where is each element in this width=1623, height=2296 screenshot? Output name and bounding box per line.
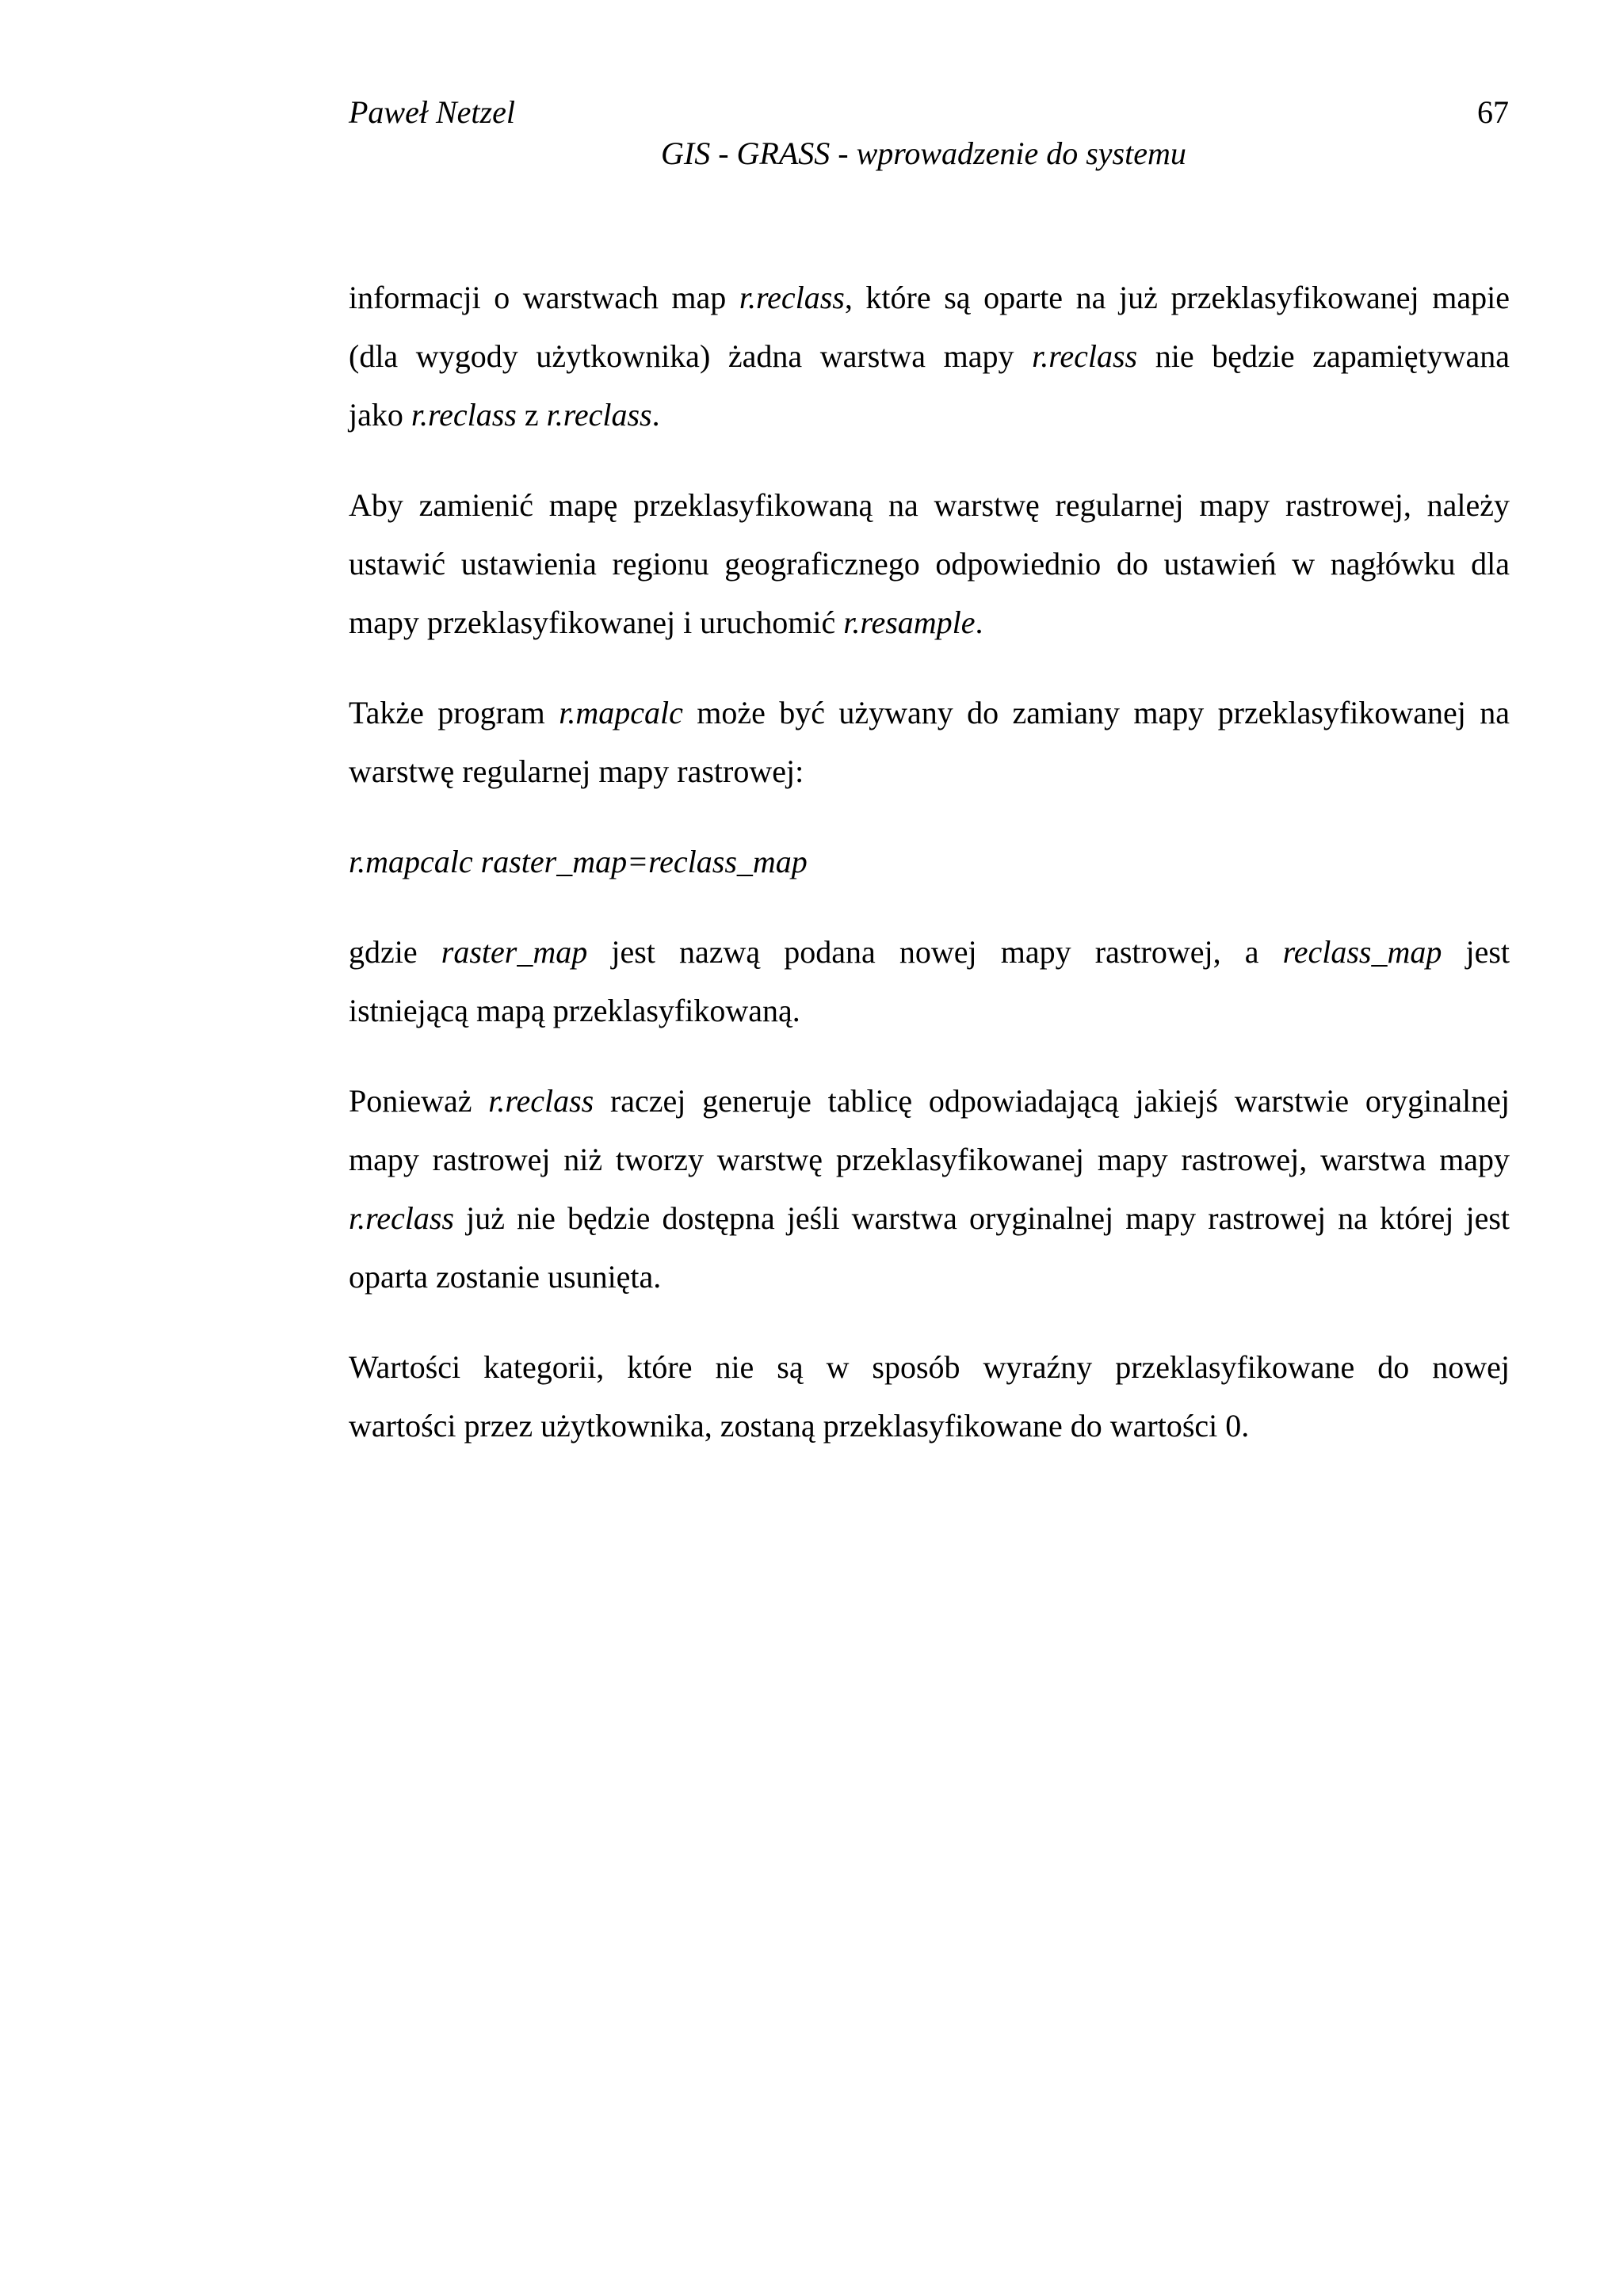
command-name: r.reclass xyxy=(488,1083,594,1119)
text-span: Ponieważ xyxy=(349,1083,489,1119)
parameter-name: reclass_map xyxy=(1282,934,1442,970)
command-name: r.resample xyxy=(843,605,976,640)
text-span: z xyxy=(516,397,547,433)
header-title: GIS - GRASS - wprowadzenie do systemu xyxy=(661,135,1186,171)
paragraph-line xyxy=(349,593,1510,652)
paragraph-line: warstwę regularnej mapy rastrowej: xyxy=(349,753,804,789)
text-span: gdzie xyxy=(349,934,441,970)
text-span: informacji o warstwach map xyxy=(349,280,739,315)
text-span: . xyxy=(975,605,983,640)
text-span: jest xyxy=(1442,934,1510,970)
command-name: r.reclass xyxy=(546,397,652,433)
text-span: już nie będzie dostępna jeśli warstwa oryginalnej mapy rastrowej na której jest xyxy=(453,1200,1510,1236)
paragraph-line: wartości przez użytkownika, zostaną przeklasyfikowane do wartości 0. xyxy=(349,1408,1250,1444)
command-name: r.reclass xyxy=(411,397,517,433)
command-name: r.reclass xyxy=(1032,338,1138,374)
paragraph-line: mapy rastrowej niż tworzy warstwę przeklasyfikowanej mapy rastrowej, warstwa mapy xyxy=(349,1142,1510,1177)
paragraph-line xyxy=(349,1072,1510,1131)
paragraph-line: Wartości kategorii, które nie są w sposób wyraźny przeklasyfikowane do nowej xyxy=(349,1349,1510,1385)
text-span: , które są oparte na już przeklasyfikowanej mapie xyxy=(844,280,1510,315)
paragraph-line xyxy=(349,1189,1510,1248)
text-span: jest nazwą podana nowej mapy rastrowej, a xyxy=(587,934,1283,970)
paragraph-line xyxy=(349,923,1510,982)
paragraph-line xyxy=(349,684,1510,742)
paragraph-line: ustawić ustawienia regionu geograficznego odpowiednio do ustawień w nagłówku dla xyxy=(349,546,1510,582)
text-span: mapy przeklasyfikowanej i uruchomić xyxy=(349,605,844,640)
command-name: r.mapcalc xyxy=(559,695,683,730)
paragraph-line xyxy=(349,269,1510,327)
command-name: r.reclass xyxy=(739,280,845,315)
text-span: jako xyxy=(349,397,411,433)
paragraph-line: oparta zostanie usunięta. xyxy=(349,1259,662,1295)
page-number: 67 xyxy=(1477,94,1509,130)
body-text xyxy=(349,269,1510,1487)
paragraph-line xyxy=(349,386,1510,444)
parameter-name: raster_map xyxy=(441,934,588,970)
paragraph-4 xyxy=(349,923,1510,1040)
text-span: nie będzie zapamiętywana xyxy=(1137,338,1510,374)
paragraph-2 xyxy=(349,476,1510,652)
text-span: raczej generuje tablicę odpowiadającą jakiejś warstwie oryginalnej xyxy=(594,1083,1510,1119)
text-span: Także program xyxy=(349,695,559,730)
paragraph-6 xyxy=(349,1338,1510,1455)
text-span: (dla wygody użytkownika) żadna warstwa mapy xyxy=(349,338,1033,374)
paragraph-1 xyxy=(349,269,1510,444)
command-example: r.mapcalc raster_map=reclass_map xyxy=(349,844,808,879)
command-name: r.reclass xyxy=(349,1200,454,1236)
paragraph-5 xyxy=(349,1072,1510,1306)
text-span: może być używany do zamiany mapy przeklasyfikowanej na xyxy=(682,695,1510,730)
paragraph-3 xyxy=(349,684,1510,801)
text-span: . xyxy=(651,397,660,433)
paragraph-line: Aby zamienić mapę przeklasyfikowaną na warstwę regularnej mapy rastrowej, należy xyxy=(349,487,1510,523)
header-author: Paweł Netzel xyxy=(349,94,515,130)
paragraph-line xyxy=(349,327,1510,386)
paragraph-line: istniejącą mapą przeklasyfikowaną. xyxy=(349,993,800,1028)
